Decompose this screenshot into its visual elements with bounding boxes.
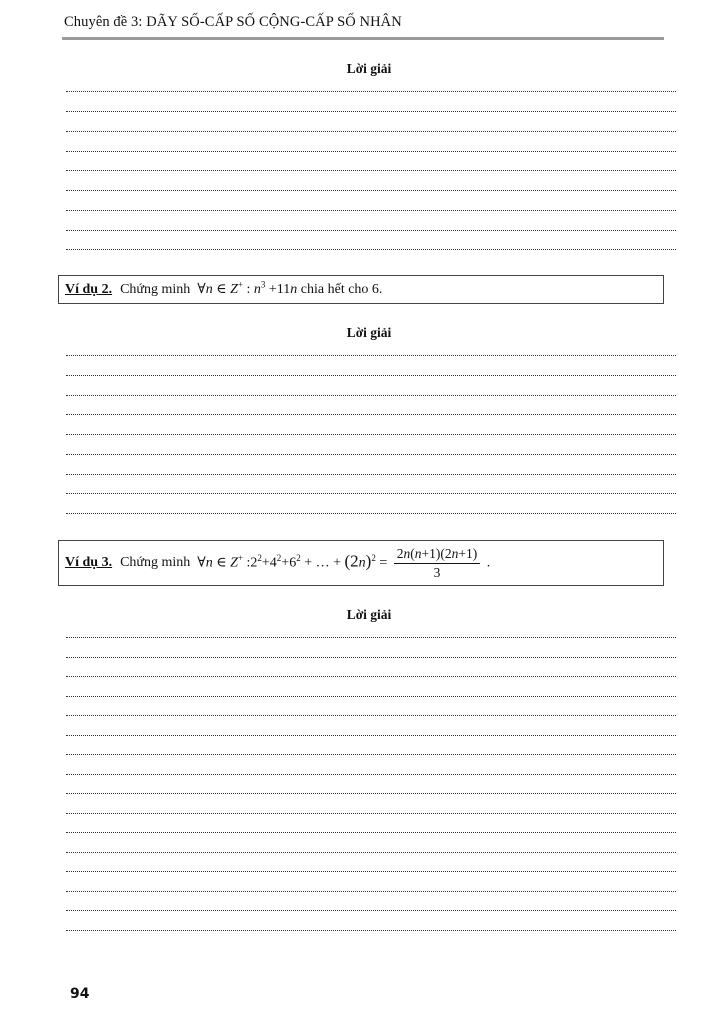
solution-title: Lời giải [346, 61, 392, 76]
in-symbol: ∈ [216, 282, 227, 297]
example-2-text-before: Chứng minh [120, 281, 191, 297]
example-3-formula [197, 546, 490, 581]
answer-line [66, 414, 676, 415]
math-var: n [205, 282, 213, 297]
example-3-label: Ví dụ 3. [65, 555, 113, 570]
answer-line [66, 111, 676, 112]
solution-title: Lời giải [346, 325, 392, 340]
fraction [394, 546, 480, 581]
math-term: 2 [396, 545, 404, 561]
math-term: :2 [246, 555, 258, 571]
superscript: 2 [257, 552, 262, 563]
answer-line [66, 930, 676, 931]
answer-line [66, 249, 676, 250]
example-2-formula [197, 281, 297, 298]
header-divider [62, 37, 664, 40]
answer-line [66, 493, 676, 494]
answer-line [66, 793, 676, 794]
math-var: n [414, 545, 422, 561]
example-2-label: Ví dụ 2. [65, 281, 113, 297]
period: . [486, 555, 491, 571]
answer-line [66, 355, 676, 356]
answer-line [66, 434, 676, 435]
math-var: n [451, 545, 459, 561]
math-term: +11 [268, 282, 291, 297]
math-var: n [253, 282, 261, 297]
answer-line [66, 131, 676, 132]
math-var: n [290, 282, 298, 297]
superscript: 2 [371, 552, 376, 563]
forall-symbol: ∀ [197, 282, 206, 297]
page-number: 94 [70, 986, 90, 1002]
math-var: n [205, 555, 213, 571]
superscript: 3 [260, 279, 266, 290]
answer-line [66, 230, 676, 231]
ellipsis: + … + [304, 555, 341, 571]
answer-line [66, 190, 676, 191]
answer-line [66, 891, 676, 892]
answer-line [66, 91, 676, 92]
answer-line [66, 852, 676, 853]
answer-line [66, 210, 676, 211]
answer-line [66, 832, 676, 833]
answer-line [66, 474, 676, 475]
math-term: +4 [261, 555, 277, 571]
answer-line [66, 657, 676, 658]
superscript: + [237, 552, 243, 563]
math-var: n [403, 545, 411, 561]
answer-line [66, 395, 676, 396]
math-term: +6 [281, 555, 297, 571]
answer-line [66, 871, 676, 872]
math-set: Z [230, 555, 238, 571]
in-symbol: ∈ [216, 555, 227, 571]
answer-line [66, 813, 676, 814]
chapter-title: Chuyên đề 3: DÃY SỐ-CẤP SỐ CỘNG-CẤP SỐ NHÂN [64, 14, 402, 30]
answer-line [66, 754, 676, 755]
solution-block-2 [62, 323, 676, 523]
math-term: +1)(2 [421, 545, 452, 561]
math-term: (2 [344, 551, 359, 571]
page-header [62, 10, 664, 38]
answer-line [66, 774, 676, 775]
example-2-text-after: chia hết cho 6. [300, 281, 383, 297]
math-term: +1) [458, 545, 478, 561]
solution-title: Lời giải [346, 607, 392, 622]
example-3-box [58, 540, 664, 586]
math-term: ( [410, 545, 415, 561]
solution-block-1 [62, 59, 676, 259]
forall-symbol: ∀ [197, 555, 206, 571]
answer-line [66, 715, 676, 716]
answer-line [66, 375, 676, 376]
answer-line [66, 170, 676, 171]
answer-line [66, 454, 676, 455]
answer-line [66, 910, 676, 911]
solution-block-3 [62, 605, 676, 945]
math-var: n [358, 555, 366, 571]
superscript: 2 [276, 552, 282, 563]
fraction-numerator [394, 546, 480, 564]
fraction-denominator: 3 [433, 564, 441, 580]
math-term: ) [365, 551, 372, 571]
math-set: Z [230, 282, 238, 297]
answer-line [66, 513, 676, 514]
equals-symbol: = [379, 555, 388, 571]
answer-line [66, 696, 676, 697]
example-2-box [58, 275, 664, 304]
superscript: + [237, 279, 243, 290]
answer-line [66, 735, 676, 736]
example-3-text-before: Chứng minh [120, 555, 191, 570]
superscript: 2 [296, 552, 301, 563]
answer-line [66, 676, 676, 677]
answer-line [66, 151, 676, 152]
colon-symbol: : [246, 282, 251, 297]
answer-line [66, 637, 676, 638]
